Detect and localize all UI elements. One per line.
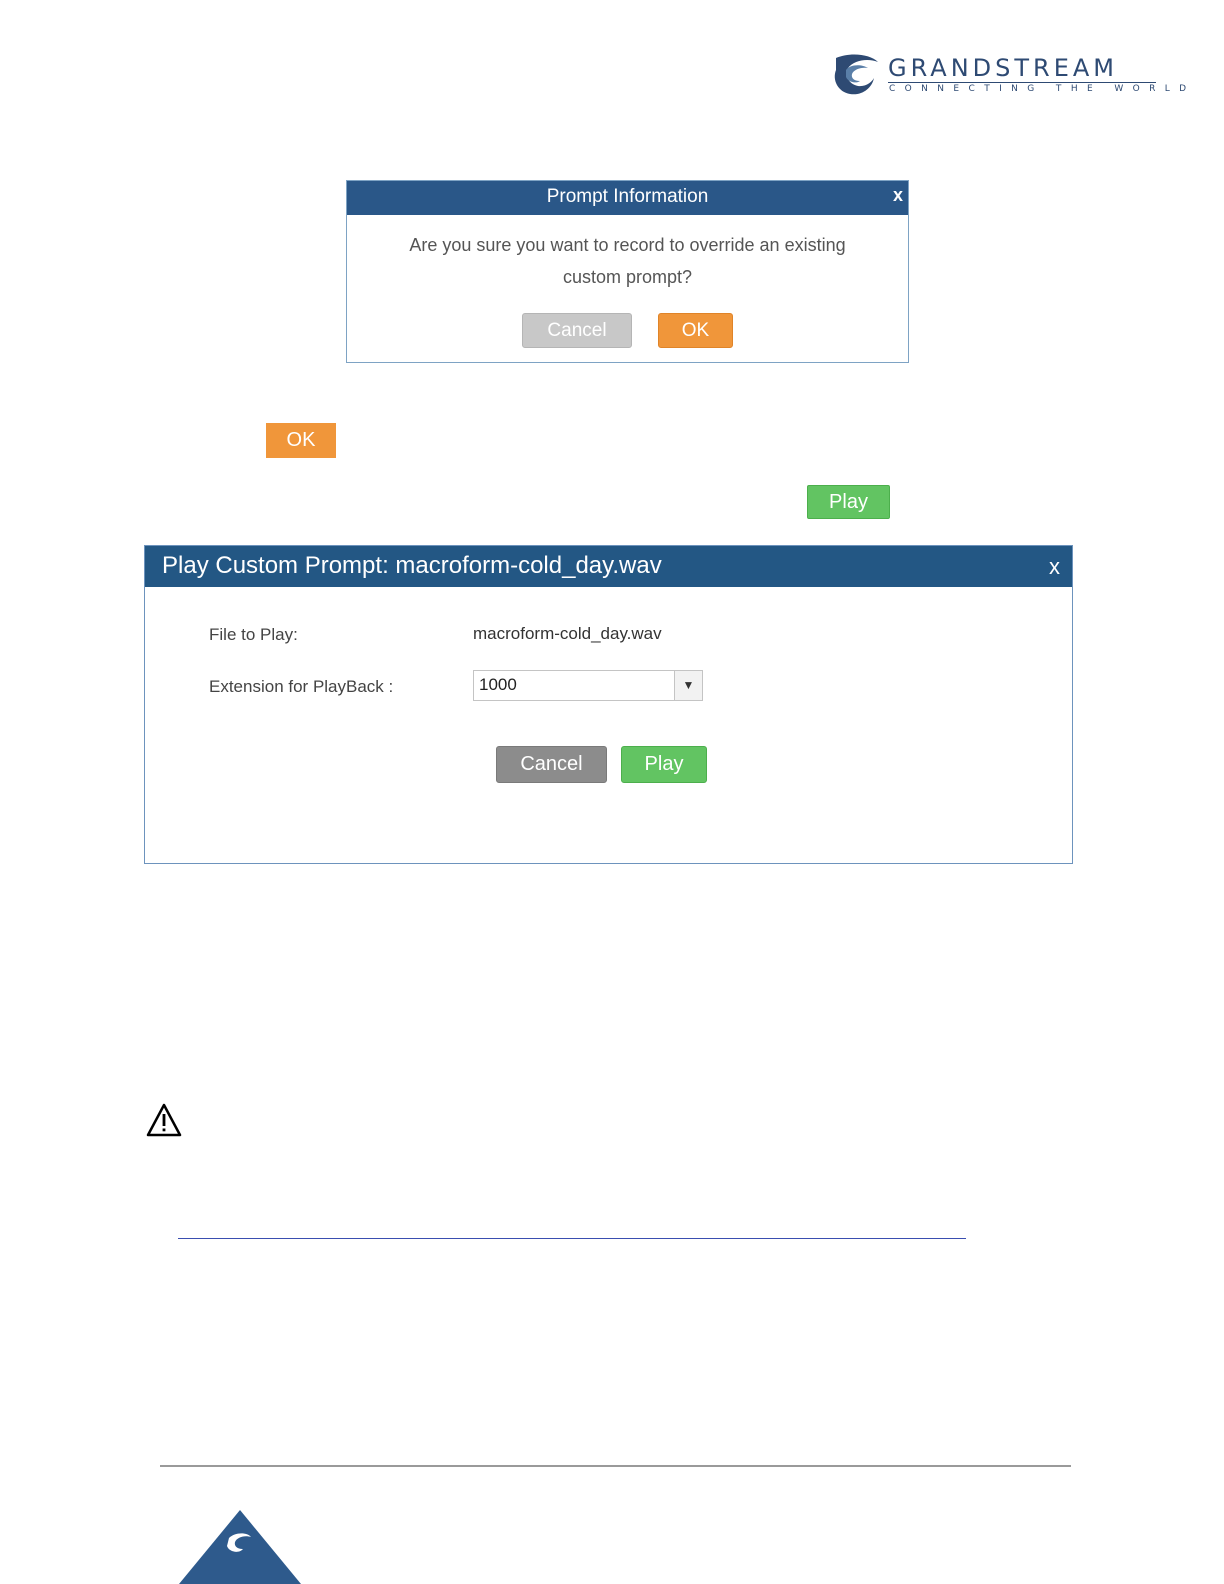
dialog-header — [347, 181, 908, 215]
dialog-header — [145, 546, 1072, 587]
brand-tagline: CONNECTING THE WORLD — [889, 84, 1196, 94]
file-to-play-label: File to Play: — [209, 625, 298, 644]
play-custom-prompt-dialog — [144, 545, 1073, 864]
extension-playback-label: Extension for PlayBack : — [209, 677, 394, 696]
play-button-reference: Play — [807, 485, 890, 519]
dialog-title: Prompt Information — [546, 186, 709, 207]
brand-divider — [888, 82, 1156, 83]
grandstream-logo — [832, 52, 1196, 102]
hyperlink-underline[interactable] — [178, 1238, 966, 1239]
file-to-play-value: macroform-cold_day.wav — [473, 624, 662, 643]
brand-name: GRANDSTREAM — [888, 54, 1119, 82]
close-icon[interactable]: x — [1049, 554, 1060, 579]
footer-logo-icon — [179, 1510, 301, 1584]
extension-select[interactable] — [473, 670, 703, 701]
footer-divider — [160, 1465, 1071, 1467]
grandstream-logo-icon — [832, 52, 882, 98]
dialog-title: Play Custom Prompt: macroform-cold_day.wav — [162, 552, 662, 579]
play-button[interactable]: Play — [621, 746, 707, 783]
ok-button-reference: OK — [266, 423, 336, 458]
cancel-button[interactable]: Cancel — [496, 746, 607, 783]
chevron-down-icon[interactable]: ▼ — [674, 671, 702, 700]
dialog-buttons — [496, 746, 707, 783]
dialog-buttons — [347, 313, 908, 348]
close-icon[interactable]: x — [892, 185, 903, 205]
dialog-message: Are you sure you want to record to override an existing custom prompt? — [409, 235, 846, 287]
warning-icon — [146, 1103, 182, 1137]
prompt-information-dialog — [346, 180, 909, 363]
ok-button[interactable]: OK — [658, 313, 733, 348]
cancel-button[interactable]: Cancel — [522, 313, 632, 348]
extension-select-value: 1000 — [479, 675, 517, 694]
